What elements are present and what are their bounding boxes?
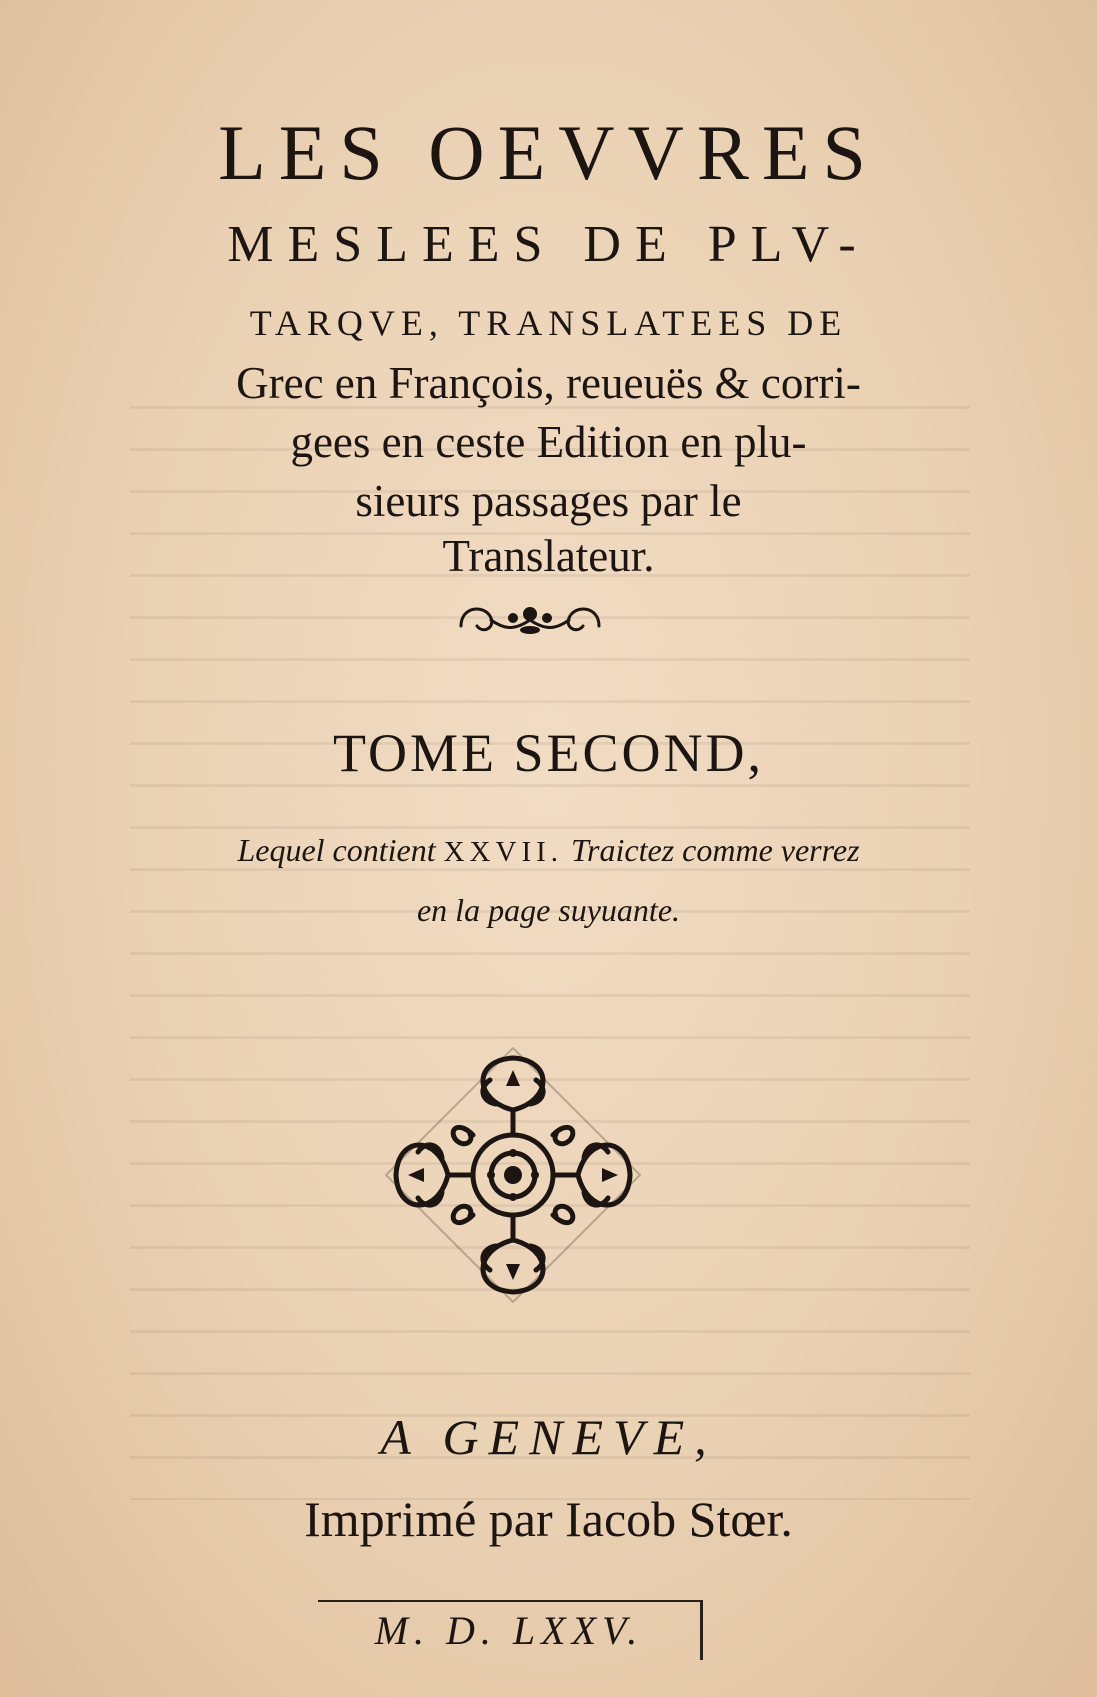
printers-device-icon — [378, 1040, 648, 1310]
title-line-7: Translateur. — [442, 531, 655, 581]
fleuron-icon — [455, 596, 605, 640]
volume-heading: TOME SECOND, — [332, 723, 765, 783]
contents-count: XXVII. — [443, 836, 564, 868]
contents-line-2: en la page suyuante. — [416, 892, 681, 928]
title-line-3: TARQVE, TRANSLATEES DE — [249, 303, 848, 343]
title-line-2: MESLEES DE PLV- — [227, 216, 870, 273]
title-line-1: LES OEVVRES — [218, 109, 879, 196]
title-line-4: Grec en François, reueuës & corri- — [236, 358, 861, 408]
contents-text-before: Lequel contient — [237, 832, 436, 868]
imprint-date-frame — [318, 1600, 703, 1660]
imprint-place: A GENEVE, — [380, 1409, 717, 1465]
title-line-6: sieurs passages par le — [355, 476, 742, 526]
contents-line-1 — [0, 832, 1097, 869]
imprint-date: M. D. LXXV. — [374, 1608, 644, 1653]
contents-text-after: Traictez comme verrez — [571, 832, 860, 868]
imprint-printer: Imprimé par Iacob Stœr. — [304, 1491, 793, 1547]
title-line-5: gees en ceste Edition en plu- — [290, 417, 807, 467]
